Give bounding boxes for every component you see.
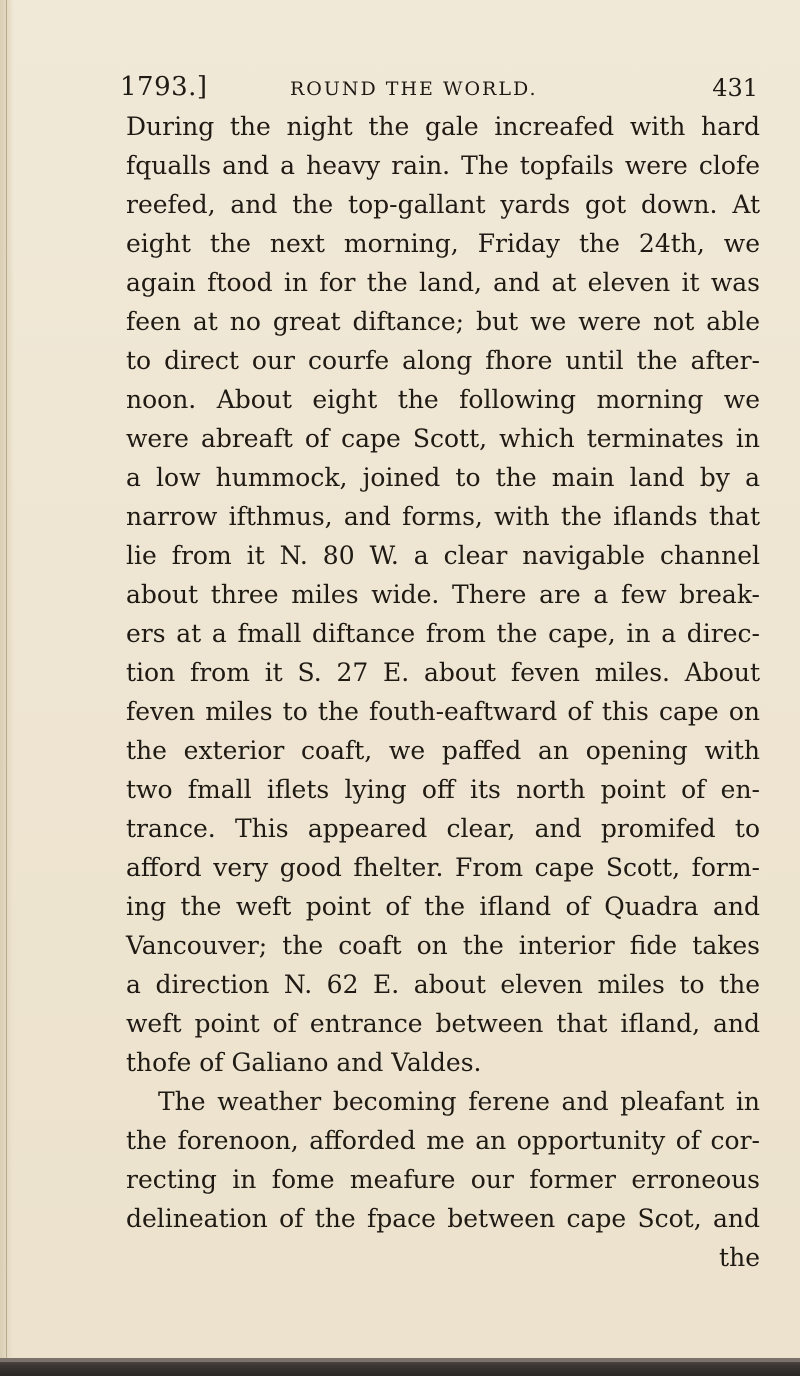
text-line: trance. This appeared clear, and promifed to [126,814,760,843]
text-line: about three miles wide. There are a few break- [126,580,760,609]
text-line: tion from it S. 27 E. about feven miles. About [126,658,760,687]
text-line: the exterior coaft, we paffed an opening with [126,736,760,765]
catchword: the [719,1243,760,1272]
text-line: feen at no great diftance; but we were not able [126,307,760,336]
text-line: ers at a fmall diftance from the cape, in a direc- [126,619,760,648]
text-line: delineation of the fpace between cape Scot, and [126,1204,760,1233]
text-line: afford very good fhelter. From cape Scott, form- [126,853,760,882]
page-number: 431 [712,74,758,102]
running-title: ROUND THE WORLD. [290,78,538,100]
header-year: 1793.] [120,72,208,102]
text-line: The weather becoming ferene and pleafant in [158,1087,760,1116]
text-line: were abreaft of cape Scott, which terminates in [126,424,760,453]
text-line: weft point of entrance between that ifland, and [126,1009,760,1038]
text-line: Vancouver; the coaft on the interior fide takes [126,931,760,960]
text-line: a low hummock, joined to the main land by a [126,463,760,492]
text-line: noon. About eight the following morning we [126,385,760,414]
text-line: thofe of Galiano and Valdes. [126,1048,482,1077]
text-line: lie from it N. 80 W. a clear navigable channel [126,541,760,570]
text-line: narrow ifthmus, and forms, with the iflands that [126,502,760,531]
text-line: the forenoon, afforded me an opportunity of cor- [126,1126,760,1155]
text-line: a direction N. 62 E. about eleven miles to the [126,970,760,999]
text-line: reefed, and the top-gallant yards got down. At [126,190,760,219]
text-line: two fmall iflets lying off its north point of en- [126,775,760,804]
text-line: again ftood in for the land, and at eleven it was [126,268,760,297]
text-line: During the night the gale increafed with hard [126,112,760,141]
text-line: feven miles to the fouth-eaftward of this cape on [126,697,760,726]
text-line: fqualls and a heavy rain. The topfails were clofe [126,151,760,180]
text-line: ing the weft point of the ifland of Quadra and [126,892,760,921]
text-line: to direct our courfe along fhore until the after- [126,346,760,375]
text-line: eight the next morning, Friday the 24th, we [126,229,760,258]
text-line: recting in fome meafure our former erroneous [126,1165,760,1194]
scan-bottom-edge [0,1358,800,1376]
